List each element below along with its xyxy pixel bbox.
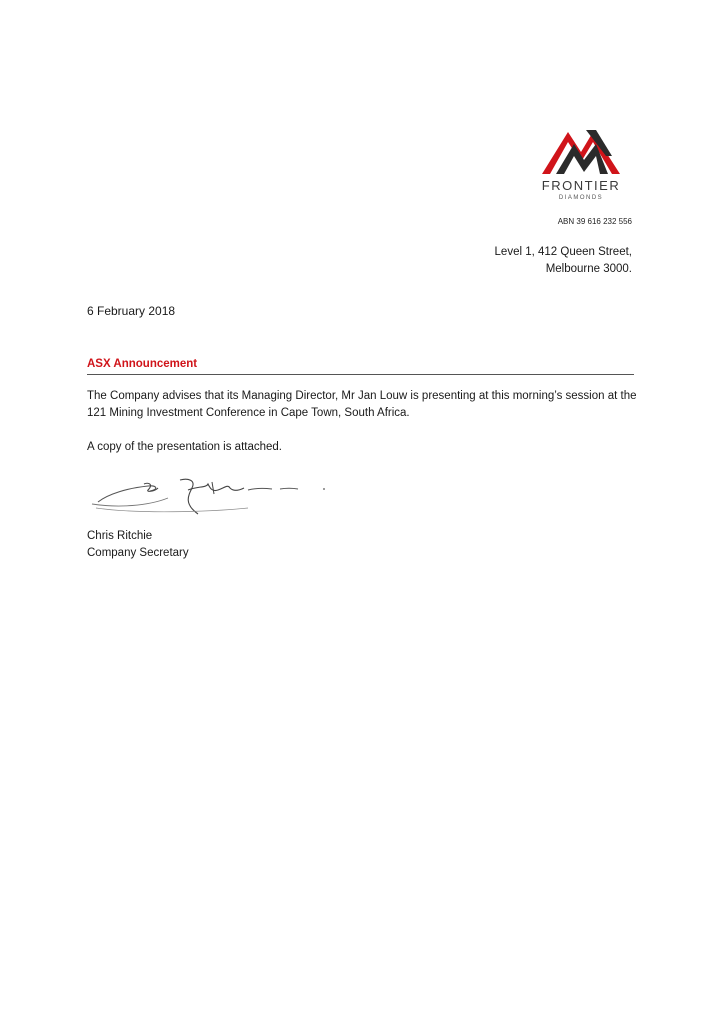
signer-name: Chris Ritchie [87,530,153,542]
heading-section [87,354,634,375]
body-paragraph-1: The Company advises that its Managing Director, Mr Jan Louw is presenting at this morning’s session at the 121 Mining Investment Conference in Cape Town, South Africa. [87,390,637,419]
abn-number: ABN 39 616 232 556 [557,217,632,226]
company-logo [538,126,624,206]
announcement-heading: ASX Announcement [87,358,198,370]
signer-title: Company Secretary [87,547,189,559]
frontier-mountain-logo-icon [538,126,624,176]
body-paragraph-2: A copy of the presentation is attached. [87,441,282,453]
address-line-1: Level 1, 412 Queen Street, [494,246,632,258]
signer-block [87,528,189,562]
address-line-2: Melbourne 3000. [545,263,632,275]
announcement-body [87,388,647,456]
announcement-date: 6 February 2018 [87,304,176,318]
company-address [495,244,632,278]
handwritten-signature-icon [88,474,338,522]
logo-name: FRONTIER [541,178,621,193]
logo-subtitle: DIAMONDS [558,195,604,201]
signature-image [88,474,338,522]
